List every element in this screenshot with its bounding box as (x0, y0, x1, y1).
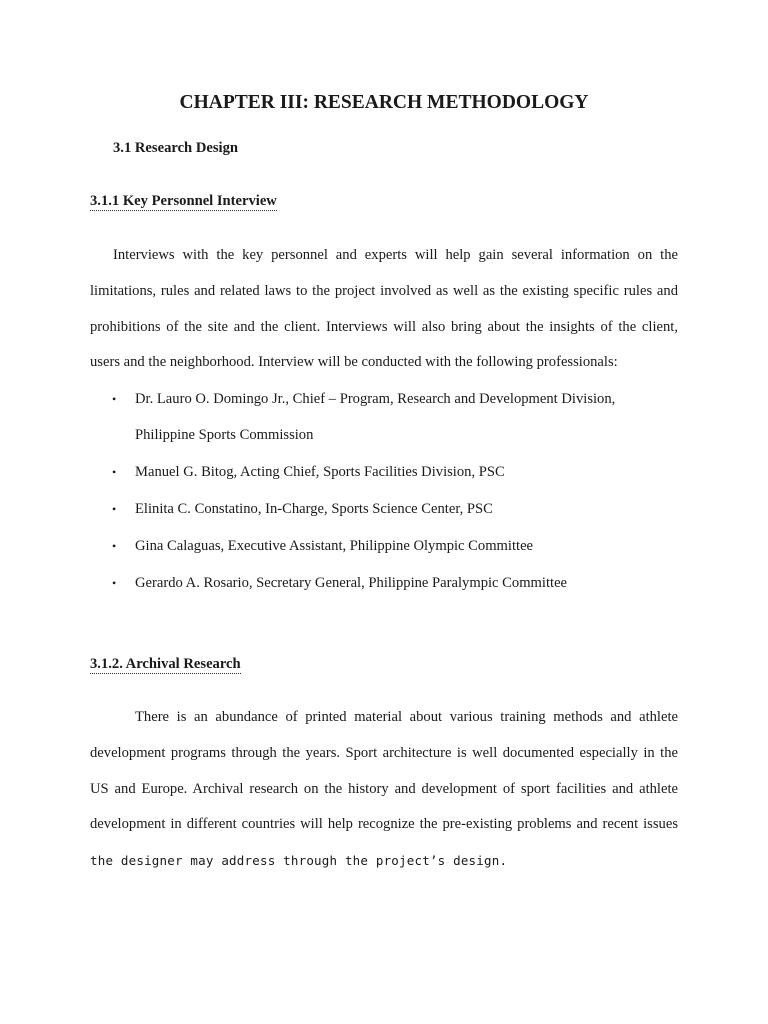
list-item-text: Elinita C. Constatino, In-Charge, Sports Science Center, PSC (135, 500, 493, 517)
list-item (90, 529, 678, 565)
list-item (90, 492, 678, 528)
list-item-text: Dr. Lauro O. Domingo Jr., Chief – Program, Research and Development Division, Philippine Sports Commission (135, 391, 616, 443)
subsection-heading-key-personnel: 3.1.1 Key Personnel Interview (90, 193, 277, 209)
subsection-heading-archival-research: 3.1.2. Archival Research (90, 656, 241, 672)
bullet-icon: • (112, 392, 117, 406)
bullet-icon: • (112, 464, 117, 479)
list-item-text: Gina Calaguas, Executive Assistant, Philippine Olympic Committee (135, 537, 534, 554)
section-heading: 3.1 Research Design (113, 140, 238, 156)
list-item (90, 455, 678, 491)
archival-paragraph-text: There is an abundance of printed material about various training methods and athlete development programs through the years. Sport architecture is well documented especially in the US and Europe. Archival research on the history and development of sport facilities and athlete development in different countries will help recognize the pre-existing problems and recent issues (90, 709, 678, 833)
list-item-text: Manuel G. Bitog, Acting Chief, Sports Facilities Division, PSC (135, 463, 505, 480)
bullet-icon: • (112, 501, 117, 516)
list-item (90, 382, 678, 453)
bullet-icon: • (112, 538, 117, 553)
archival-paragraph (90, 700, 678, 880)
list-item (90, 566, 678, 602)
interview-paragraph: Interviews with the key personnel and experts will help gain several information on the limitations, rules and related laws to the project involved as well as the existing specific rules and prohibitions of the site and the client. Interviews will also bring about the insights of the client, users and the neighborhood. Interview will be conducted with the following professionals: (90, 247, 678, 371)
archival-paragraph-tail: the designer may address through the project’s design. (90, 853, 508, 869)
list-item-text: Gerardo A. Rosario, Secretary General, Philippine Paralympic Committee (135, 574, 568, 591)
interviewee-list (90, 382, 678, 603)
chapter-title: CHAPTER III: RESEARCH METHODOLOGY (179, 92, 589, 113)
bullet-icon: • (112, 575, 117, 590)
